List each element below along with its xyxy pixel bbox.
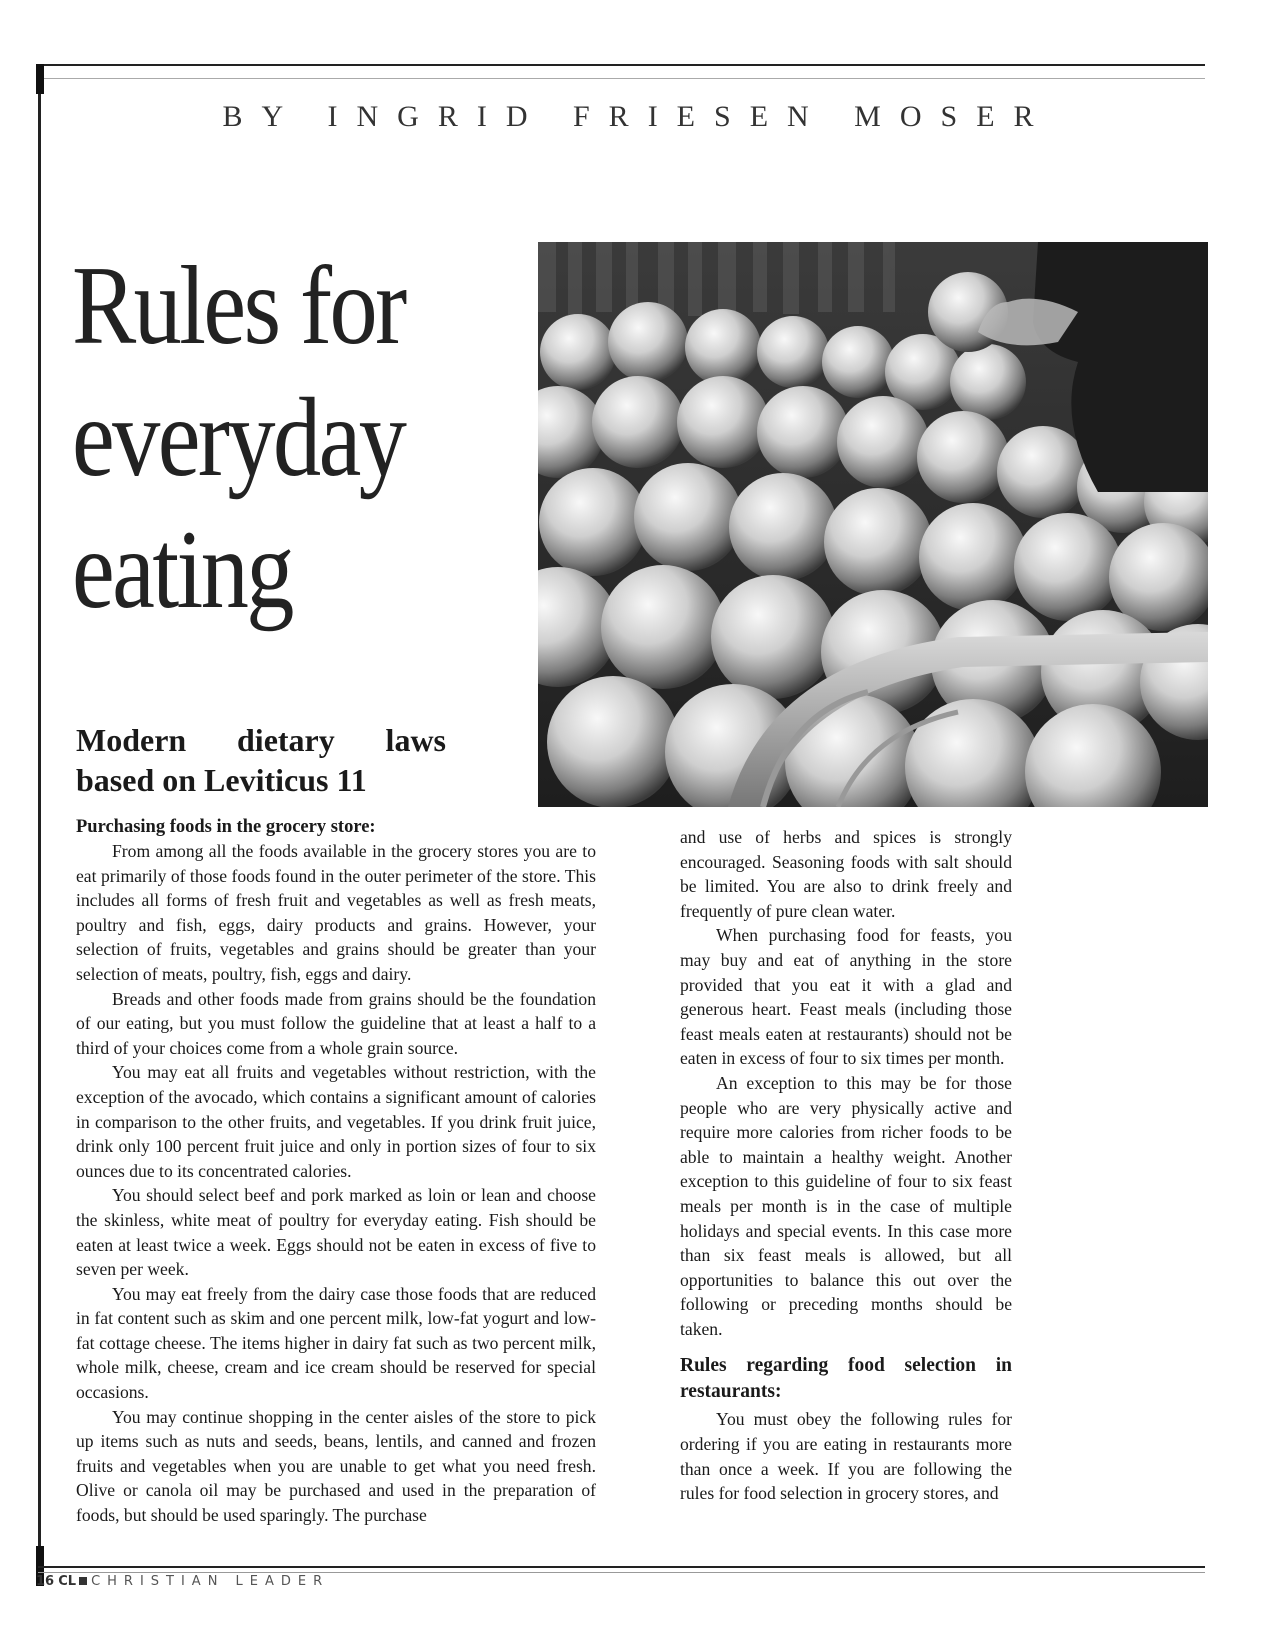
apples-photo-illustration [538,242,1208,807]
paragraph-continuation: and use of herbs and spices is strongly encouraged. Seasoning foods with salt should be limited. You are also to drink freely and frequently of pure clean water. [680,827,1012,921]
title-line-2: everyday [72,376,405,500]
paragraph: An exception to this may be for those people who are very physically active and require more calories from richer foods to be able to maintain a healthy weight. Another exception to this guideline of four to six feast meals per month is in the case of multiple holidays and special events. In this case more than six feast meals is allowed, but all opportunities to balance this out over the following or preceding months should be taken. [680,1072,1012,1339]
left-border-top-block [36,64,44,94]
title-line-1: Rules for [72,244,405,368]
top-rule [38,64,1205,66]
title-line-3: eating [72,508,292,632]
magazine-name: CHRISTIAN LEADER [91,1574,330,1589]
paragraph: Breads and other foods made from grains should be the foundation of our eating, but you must follow the guideline that at least a half to a third of your choices come from a whole grain source. [76,988,596,1058]
section-heading-grocery: Purchasing foods in the grocery store: [76,817,376,837]
page-footer [36,1574,329,1589]
article-title [72,240,433,636]
page-number: 16 [36,1574,55,1589]
paragraph: When purchasing food for feasts, you may buy and eat of anything in the store provided that you eat it with a glad and generous heart. Feast meals (including those feast meals eaten at restaurants) should not be eaten in excess of four to six times per month. [680,925,1012,1069]
bottom-rule [38,1566,1205,1568]
paragraph: You may continue shopping in the center aisles of the store to pick up items such as nuts and seeds, beans, lentils, and canned and frozen fruits and vegetables when you are unable to get what you need fresh. Olive or canola oil may be purchased and used in the preparation of foods, but should be used sparingly. The purchase [76,1406,596,1526]
subtitle-line-2: based on Leviticus 11 [76,762,367,798]
section-heading-restaurants: Rules regarding food selection in restaurants: [680,1355,1012,1403]
top-rule-thin [38,78,1205,79]
left-border [38,64,41,1586]
subtitle-line-1: Modern dietary laws [76,722,446,758]
right-column [680,825,1012,1506]
paragraph: You should select beef and pork marked as loin or lean and choose the skinless, white meat of poultry for everyday eating. Fish should be eaten at least twice a week. Eggs should not be eaten in excess of five to seven per week. [76,1185,596,1280]
article-subtitle [76,720,446,800]
paragraph: You must obey the following rules for ordering if you are eating in restaurants more than once a week. If you are following the rules for food selection in grocery stores, and [680,1409,1012,1504]
paragraph: You may eat all fruits and vegetables without restriction, with the exception of the avocado, which contains a significant amount of calories in comparison to the other fruits, and vegetables. If you drink fruit juice, drink only 100 percent fruit juice and only in portion sizes of four to six ounces due to its concentrated calories. [76,1062,596,1181]
paragraph: From among all the foods available in the grocery stores you are to eat primarily of those foods found in the outer perimeter of the store. This includes all forms of fresh fruit and vegetables as well as fresh meats, poultry and fish, eggs, dairy products and grains. However, your selection of fruits, vegetables and grains should be greater than your selection of meats, poultry, fish, eggs and dairy. [76,841,596,984]
paragraph: You may eat freely from the dairy case those foods that are reduced in fat content such as skim and one percent milk, low-fat yogurt and low-fat cottage cheese. The items higher in dairy fat such as two percent milk, whole milk, cheese, cream and ice cream should be reserved for special occasions. [76,1283,596,1403]
apples-photo [538,242,1208,807]
bottom-rule-thin [38,1572,1205,1573]
left-column [76,815,596,1528]
footer-cl: CL [58,1574,77,1589]
square-bullet-icon [79,1577,87,1585]
byline: BY INGRID FRIESEN MOSER [222,100,1053,133]
